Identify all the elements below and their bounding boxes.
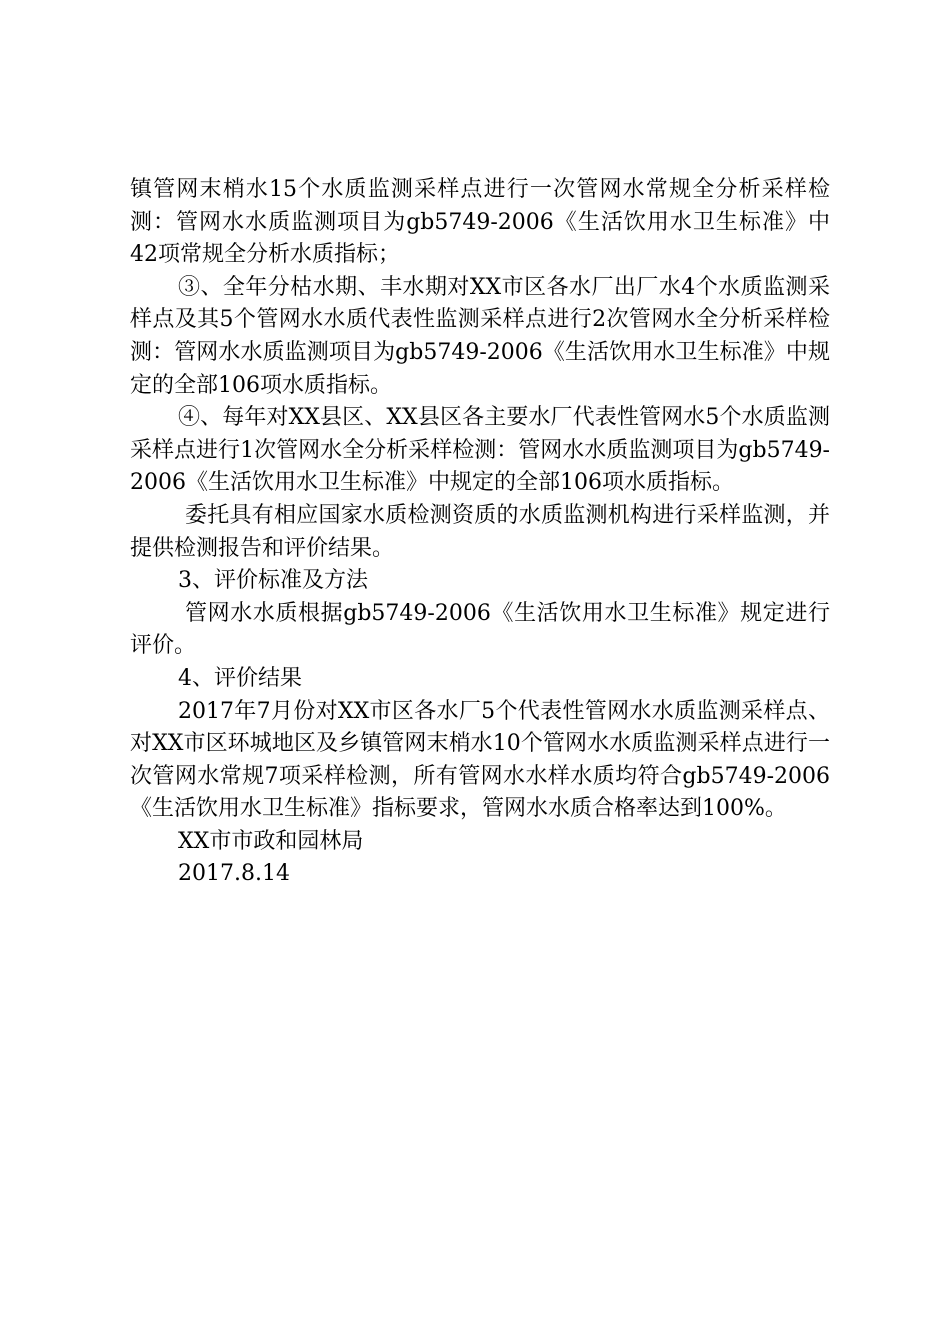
paragraph-results: 2017年7月份对XX市区各水厂5个代表性管网水水质监测采样点、对XX市区环城地区及乡镇管网末梢水10个管网水水质监测采样点进行一次管网水常规7项采样检测，所有管网水水样水质均符合gb5749-2006《生活饮用水卫生标准》指标要求，管网水水质合格率达到100%。	[130, 698, 830, 822]
signature-organization: XX市市政和园林局	[178, 828, 364, 854]
section-heading-standards: 3、评价标准及方法	[178, 568, 368, 594]
paragraph-standards: 管网水水质根据gb5749-2006《生活饮用水卫生标准》规定进行评价。	[130, 600, 830, 659]
signature-date: 2017.8.14	[178, 861, 290, 887]
paragraph-entrust: 委托具有相应国家水质检测资质的水质监测机构进行采样监测，并提供检测报告和评价结果。	[130, 502, 830, 561]
document-body	[130, 174, 830, 891]
paragraph-item-3: ③、全年分枯水期、丰水期对XX市区各水厂出厂水4个水质监测采样点及其5个管网水水质代表性监测采样点进行2次管网水全分析采样检测：管网水水质监测项目为gb5749-2006《生活饮用水卫生标准》中规定的全部106项水质指标。	[130, 274, 830, 398]
paragraph-item-4: ④、每年对XX县区、XX县区各主要水厂代表性管网水5个水质监测采样点进行1次管网水全分析采样检测：管网水水质监测项目为gb5749-2006《生活饮用水卫生标准》中规定的全部106项水质指标。	[130, 405, 830, 496]
paragraph-continuation: 镇管网末梢水15个水质监测采样点进行一次管网水常规全分析采样检测：管网水水质监测项目为gb5749-2006《生活饮用水卫生标准》中42项常规全分析水质指标；	[130, 177, 830, 268]
section-heading-results: 4、评价结果	[178, 665, 302, 691]
